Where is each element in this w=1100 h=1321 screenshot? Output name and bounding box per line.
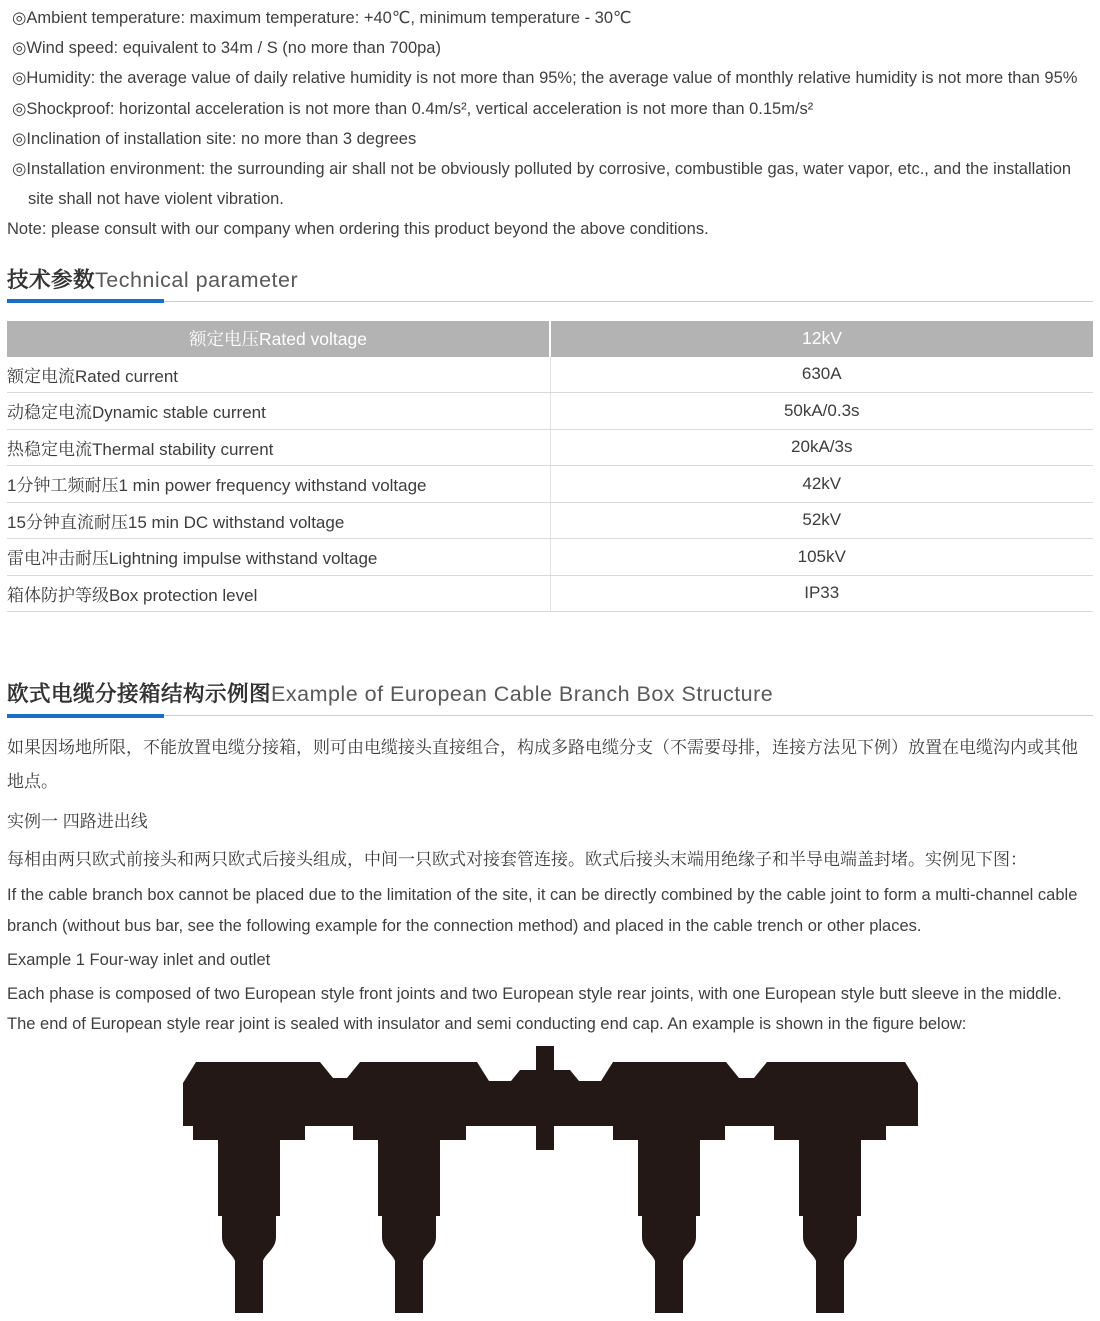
value-cell: 630A (550, 357, 1093, 393)
heading-title-zh: 技术参数 (7, 267, 96, 292)
value-cell: IP33 (550, 575, 1093, 612)
table-row (7, 502, 1093, 539)
table-row (7, 539, 1093, 576)
paragraph-detail-zh: 每相由两只欧式前接头和两只欧式后接头组成，中间一只欧式对接套管连接。欧式后接头末端用绝缘子和半导电端盖封堵。实例见下图： (7, 850, 1027, 870)
cable-branch-diagram (0, 1032, 1100, 1321)
paragraph-example-label-zh: 实例一 四路进出线 (7, 812, 148, 832)
technical-parameter-heading (7, 266, 1093, 302)
param-cell: 热稳定电流Thermal stability current (7, 429, 550, 466)
heading-title-en: Example of European Cable Branch Box Structure (271, 682, 774, 707)
heading-accent-bar (7, 714, 164, 718)
note-line: Note: please consult with our company when ordering this product beyond the above conditions. (7, 220, 709, 239)
table-row (7, 466, 1093, 503)
param-cell: 1分钟工频耐压1 min power frequency withstand voltage (7, 466, 550, 503)
condition-item: ◎Ambient temperature: maximum temperature: +40℃, minimum temperature - 30℃ (12, 9, 632, 27)
value-cell: 52kV (550, 502, 1093, 539)
heading-title-en: Technical parameter (95, 267, 299, 292)
condition-item: ◎Inclination of installation site: no more than 3 degrees (12, 129, 417, 148)
condition-item: ◎Humidity: the average value of daily relative humidity is not more than 95%; the average value of monthly relative humidity is not more than 95% (12, 69, 1078, 88)
operating-conditions-list (7, 3, 1093, 245)
param-cell: 额定电流Rated current (7, 357, 550, 393)
paragraph-detail-en: Each phase is composed of two European style front joints and two European style rear joints, with one European style butt sleeve in the middle. The end of European style rear joint is sealed with insulator and semi conducting end cap. An example is shown in the figure below: (7, 984, 1062, 1034)
condition-item: ◎Installation environment: the surrounding air shall not be obviously polluted by corrosive, combustible gas, water vapor, etc., and the installation site shall not have violent vibration. (12, 160, 1072, 209)
value-cell: 42kV (550, 466, 1093, 503)
paragraph-intro-zh: 如果因场地所限，不能放置电缆分接箱，则可由电缆接头直接组合，构成多路电缆分支（不需要母排，连接方法见下例）放置在电缆沟内或其他地点。 (7, 738, 1078, 791)
paragraph-intro-en: If the cable branch box cannot be placed due to the limitation of the site, it can be directly combined by the cable joint to form a multi-channel cable branch (without bus bar, see the following example for the connection method) and placed in the cable trench or other places. (7, 886, 1078, 935)
table-row (7, 429, 1093, 466)
condition-item: ◎Wind speed: equivalent to 34m / S (no more than 700pa) (12, 39, 441, 58)
condition-item: ◎Shockproof: horizontal acceleration is not more than 0.4m/s², vertical acceleration is not more than 0.15m/s² (12, 99, 814, 118)
table-header-row (7, 321, 1093, 357)
cable-joint-silhouette-path (183, 1046, 918, 1313)
heading-title-zh: 欧式电缆分接箱结构示例图 (7, 682, 272, 707)
header-value-cell: 12kV (550, 321, 1093, 357)
table-row (7, 393, 1093, 430)
header-param-cell: 额定电压Rated voltage (7, 321, 550, 357)
example-section-heading (7, 680, 1093, 716)
param-cell: 15分钟直流耐压15 min DC withstand voltage (7, 502, 550, 539)
table-row (7, 575, 1093, 612)
param-cell: 箱体防护等级Box protection level (7, 575, 550, 612)
param-cell: 动稳定电流Dynamic stable current (7, 393, 550, 430)
heading-accent-bar (7, 299, 164, 303)
param-cell: 雷电冲击耐压Lightning impulse withstand voltage (7, 539, 550, 576)
value-cell: 105kV (550, 539, 1093, 576)
paragraph-example-label-en: Example 1 Four-way inlet and outlet (7, 951, 271, 970)
technical-parameter-table (7, 321, 1093, 613)
value-cell: 50kA/0.3s (550, 393, 1093, 430)
value-cell: 20kA/3s (550, 429, 1093, 466)
table-row (7, 357, 1093, 393)
